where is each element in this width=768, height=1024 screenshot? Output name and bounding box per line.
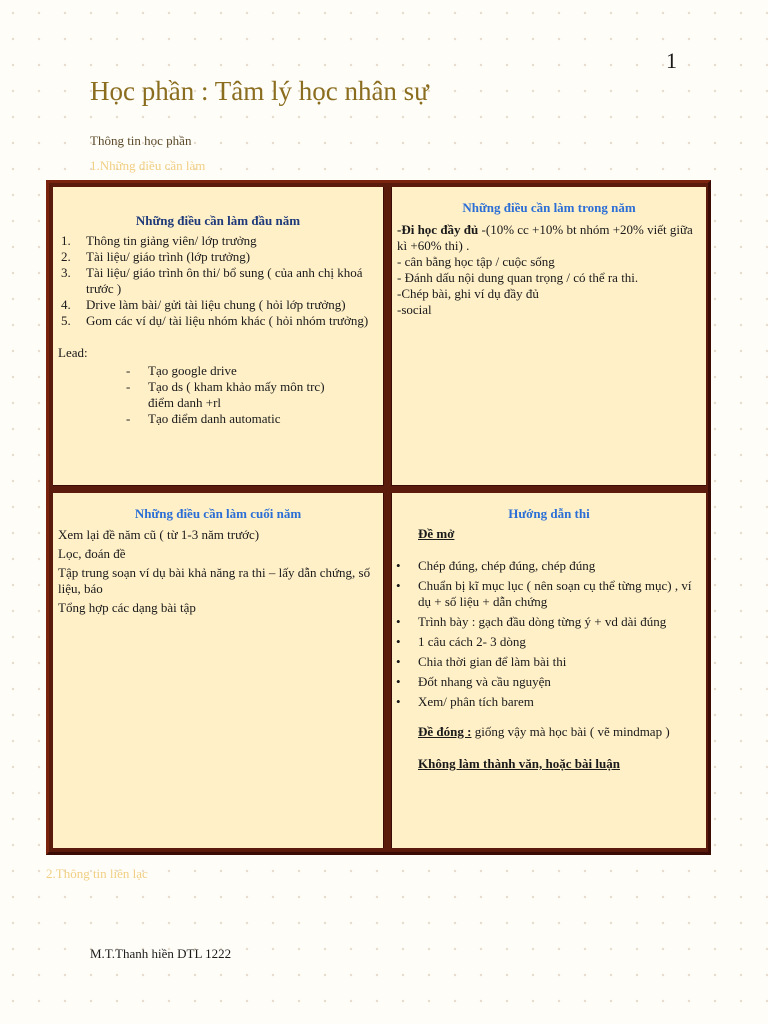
list-item: • Chép đúng, chép đúng, chép đúng <box>392 558 706 574</box>
list-item: • Đốt nhang và cầu nguyện <box>392 674 706 690</box>
exam-guide-cell <box>391 493 706 848</box>
list-item: Tổng hợp các dạng bài tập <box>58 600 196 615</box>
open-exam-label: Đề mở <box>418 526 455 541</box>
todo-grid <box>46 180 711 855</box>
list-item: - Tạo google drive <box>53 363 383 379</box>
no-essay-note: Không làm thành văn, hoặc bài luận <box>418 756 620 771</box>
list-item: • Chia thời gian để làm bài thi <box>392 654 706 670</box>
open-exam-list <box>392 558 706 710</box>
list-item: -social <box>397 302 432 317</box>
list-item: - Tạo ds ( kham khảo mấy môn trc) điểm danh +rl <box>53 379 383 411</box>
list-item: 2. Tài liệu/ giáo trình (lớp trưởng) <box>61 249 251 264</box>
during-year-cell <box>391 187 706 486</box>
closed-exam-line: Đề đóng : giống vậy mà học bài ( vẽ mindmap ) <box>418 724 670 739</box>
list-item: 1. Thông tin giảng viên/ lớp trưởng <box>61 233 257 248</box>
list-item: 5. Gom các ví dụ/ tài liệu nhóm khác ( hỏi nhóm trưởng) <box>61 313 369 328</box>
list-item: 3. Tài liệu/ giáo trình ôn thi/ bổ sung ( của anh chị khoá trước ) <box>61 265 363 296</box>
list-item: • Xem/ phân tích barem <box>392 694 706 710</box>
exam-guide-title: Hướng dẫn thi <box>508 506 590 521</box>
list-item: • Trình bày : gạch đầu dòng từng ý + vd dài đúng <box>392 614 706 630</box>
course-info-heading: Thông tin học phần <box>90 133 192 148</box>
list-item: • 1 câu cách 2- 3 dòng <box>392 634 706 650</box>
start-of-year-list <box>53 233 383 329</box>
start-of-year-cell <box>53 187 384 486</box>
list-item: 4. Drive làm bài/ gửi tài liệu chung ( hỏi lớp trưởng) <box>61 297 346 312</box>
page-number: 1 <box>666 48 677 73</box>
list-item: -Chép bài, ghi ví dụ đầy đủ <box>397 286 539 301</box>
lead-label: Lead: <box>58 345 88 360</box>
document-title: Học phần : Tâm lý học nhân sự <box>90 76 429 106</box>
start-of-year-title: Những điều cần làm đầu năm <box>135 213 301 228</box>
end-of-year-cell <box>53 493 384 848</box>
section-todo-heading: 1.Những điều cần làm <box>90 158 206 173</box>
lead-task-list <box>53 363 383 427</box>
end-of-year-title: Những điều cần làm cuối năm <box>134 506 302 521</box>
during-year-title: Những điều cần làm trong năm <box>462 200 636 215</box>
list-item: • Chuẩn bị kĩ mục lục ( nên soạn cụ thể từng mục) , ví dụ + số liệu + dẫn chứng <box>392 578 706 610</box>
list-item: Xem lại đề năm cũ ( từ 1-3 năm trước) <box>58 527 260 542</box>
list-item: - Tạo điểm danh automatic <box>53 411 383 427</box>
section-contact-heading: 2.Thông tin liên lạc <box>46 866 148 881</box>
list-item: - Đánh dấu nội dung quan trọng / có thể ra thi. <box>397 270 639 285</box>
list-item: - cân bằng học tập / cuộc sống <box>397 254 555 269</box>
during-year-notes <box>392 222 706 318</box>
end-of-year-list <box>53 527 383 616</box>
attendance-line: -Đi học đầy đủ -(10% cc +10% bt nhóm +20% viết giữa kì +60% thi) . <box>397 222 693 253</box>
author-signature: M.T.Thanh hiền DTL 1222 <box>90 946 232 961</box>
list-item: Tập trung soạn ví dụ bài khả năng ra thi – lấy dẫn chứng, số liệu, báo <box>58 565 371 596</box>
list-item: Lọc, đoán đề <box>58 546 126 561</box>
